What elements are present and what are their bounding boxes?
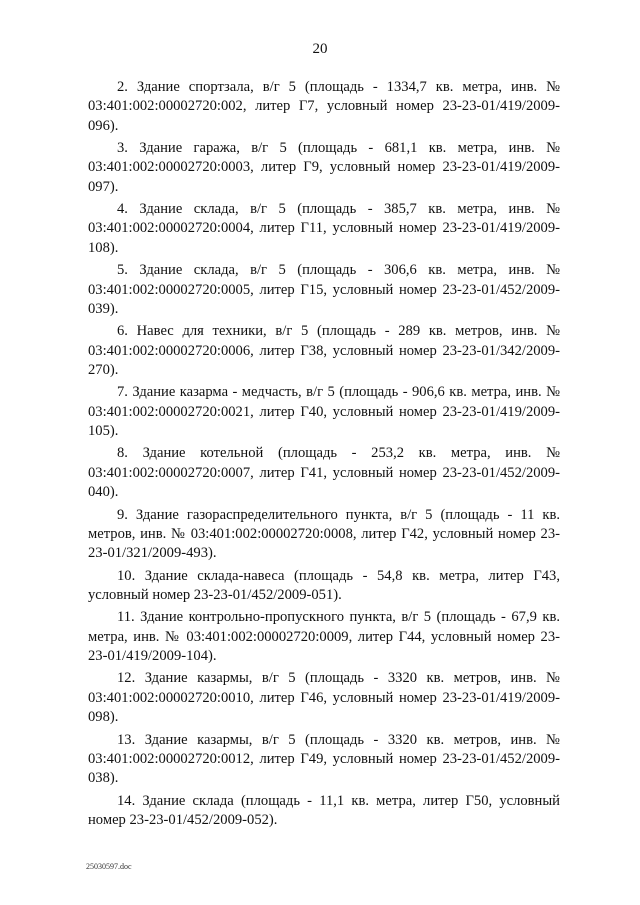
list-item: 13. Здание казармы, в/г 5 (площадь - 3320 кв. метров, инв. № 03:401:002:00002720:0012, литер Г49, условный номер 23-23-01/452/2009-038). — [88, 731, 560, 787]
list-item: 12. Здание казармы, в/г 5 (площадь - 3320 кв. метров, инв. № 03:401:002:00002720:0010, литер Г46, условный номер 23-23-01/419/2009-098). — [88, 670, 560, 726]
list-item: 2. Здание спортзала, в/г 5 (площадь - 1334,7 кв. метра, инв. № 03:401:002:00002720:002, литер Г7, условный номер 23-23-01/419/2009-096). — [88, 79, 560, 134]
list-item: 6. Навес для техники, в/г 5 (площадь - 289 кв. метров, инв. № 03:401:002:00002720:0006, литер Г38, условный номер 23-23-01/342/2009-270). — [88, 323, 560, 378]
list-item: 7. Здание казарма - медчасть, в/г 5 (площадь - 906,6 кв. метра, инв. № 03:401:002:00002720:0021, литер Г40, условный номер 23-23-01/419/2009-105). — [88, 384, 560, 439]
list-item: 10. Здание склада-навеса (площадь - 54,8 кв. метра, литер Г43, условный номер 23-23-01/452/2009-051). — [88, 567, 560, 603]
list-item: 3. Здание гаража, в/г 5 (площадь - 681,1 кв. метра, инв. № 03:401:002:00002720:0003, литер Г9, условный номер 23-23-01/419/2009-097). — [88, 140, 560, 195]
list-item: 8. Здание котельной (площадь - 253,2 кв. метра, инв. № 03:401:002:00002720:0007, литер Г41, условный номер 23-23-01/452/2009-040). — [88, 445, 560, 501]
list-item: 14. Здание склада (площадь - 11,1 кв. метра, литер Г50, условный номер 23-23-01/452/2009-052). — [88, 792, 560, 828]
file-name-footer: 25030597.doc — [86, 862, 132, 871]
document-body — [88, 78, 560, 833]
list-item: 5. Здание склада, в/г 5 (площадь - 306,6 кв. метра, инв. № 03:401:002:00002720:0005, литер Г15, условный номер 23-23-01/452/2009-039). — [88, 262, 560, 317]
list-item: 11. Здание контрольно-пропускного пункта, в/г 5 (площадь - 67,9 кв. метра, инв. № 03:401:002:00002720:0009, литер Г44, условный номер 23-23-01/419/2009-104). — [88, 609, 560, 664]
list-item: 4. Здание склада, в/г 5 (площадь - 385,7 кв. метра, инв. № 03:401:002:00002720:0004, литер Г11, условный номер 23-23-01/419/2009-108). — [88, 201, 560, 256]
list-item: 9. Здание газораспределительного пункта, в/г 5 (площадь - 11 кв. метров, инв. № 03:401:002:00002720:0008, литер Г42, условный номер 23-23-01/321/2009-493). — [88, 506, 560, 562]
page-number: 20 — [312, 41, 328, 57]
